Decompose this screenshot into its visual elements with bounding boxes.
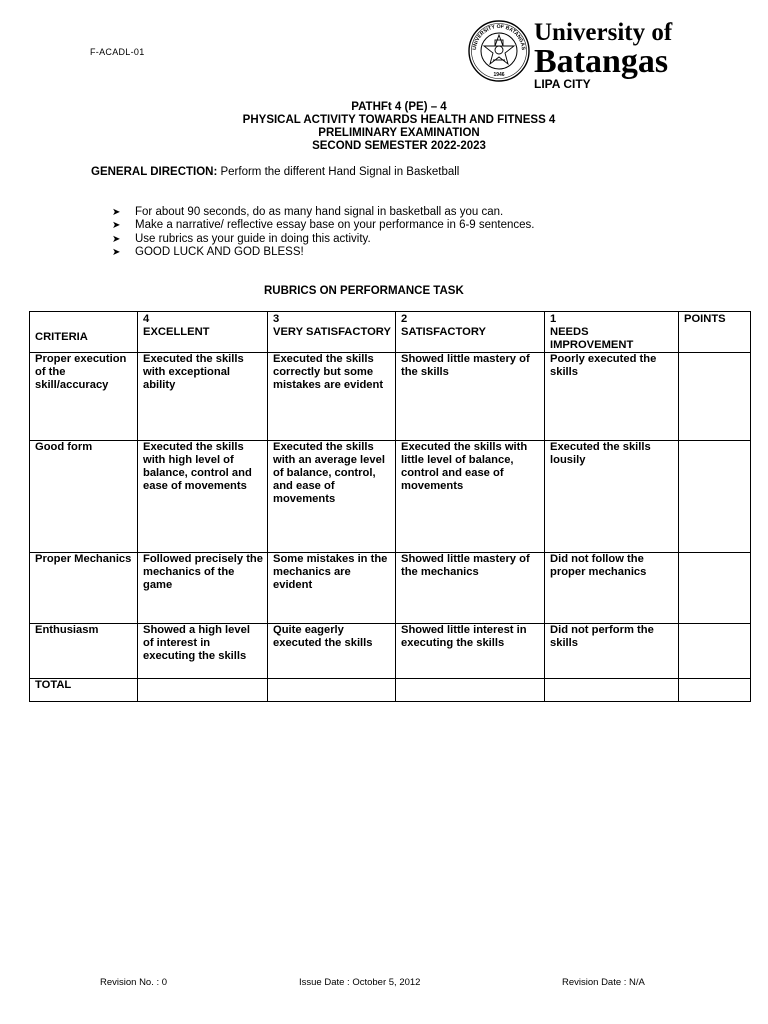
- svg-text:1946: 1946: [493, 72, 505, 78]
- very-satisfactory-cell: Quite eagerly executed the skills: [268, 624, 396, 679]
- satisfactory-cell: Showed little mastery of the skills: [396, 353, 545, 441]
- header-excellent: 4 EXCELLENT: [138, 312, 268, 353]
- satisfactory-cell: Executed the skills with little level of balance, control and ease of movements: [396, 441, 545, 553]
- document-heading: [0, 101, 768, 153]
- very-satisfactory-cell: Some mistakes in the mechanics are evident: [268, 553, 396, 624]
- needs-improvement-cell: Poorly executed the skills: [545, 353, 679, 441]
- arrow-bullet-icon: ➤: [112, 233, 121, 245]
- table-row: [30, 624, 751, 679]
- needs-improvement-cell: Did not perform the skills: [545, 624, 679, 679]
- satisfactory-cell: Showed little mastery of the mechanics: [396, 553, 545, 624]
- total-cell: [545, 679, 679, 702]
- satisfactory-cell: Showed little interest in executing the skills: [396, 624, 545, 679]
- logo-line-university-of: University of: [534, 19, 673, 46]
- instruction-item: ➤ Make a narrative/ reflective essay base on your performance in 6-9 sentences.: [112, 219, 535, 232]
- header-points: POINTS: [679, 312, 751, 353]
- criteria-cell: Proper Mechanics: [30, 553, 138, 624]
- logo-line-lipa-city: LIPA CITY: [534, 77, 591, 91]
- table-row: [30, 553, 751, 624]
- instruction-item: ➤ Use rubrics as your guide in doing this activity.: [112, 232, 371, 245]
- university-logo: [534, 19, 672, 91]
- needs-improvement-cell: Executed the skills lousily: [545, 441, 679, 553]
- university-seal-logo: [468, 20, 530, 82]
- criteria-cell: Proper execution of the skill/accuracy: [30, 353, 138, 441]
- heading-exam-type: PRELIMINARY EXAMINATION: [318, 127, 480, 139]
- total-cell: [138, 679, 268, 702]
- points-cell: [679, 624, 751, 679]
- rubric-table: [29, 311, 751, 702]
- needs-improvement-cell: Did not follow the proper mechanics: [545, 553, 679, 624]
- form-code: F-ACADL-01: [90, 47, 145, 57]
- points-cell: [679, 553, 751, 624]
- very-satisfactory-cell: Executed the skills correctly but some mistakes are evident: [268, 353, 396, 441]
- table-total-row: [30, 679, 751, 702]
- rubric-title: RUBRICS ON PERFORMANCE TASK: [264, 285, 464, 297]
- instruction-item: ➤ For about 90 seconds, do as many hand signal in basketball as you can.: [112, 206, 504, 218]
- header-criteria: CRITERIA: [30, 312, 138, 353]
- excellent-cell: Showed a high level of interest in executing the skills: [138, 624, 268, 679]
- svg-text:UNIVERSITY OF BATANGAS: UNIVERSITY OF BATANGAS: [471, 23, 527, 51]
- very-satisfactory-cell: Executed the skills with an average level of balance, control, and ease of movements: [268, 441, 396, 553]
- footer-revision-number: Revision No. : 0: [100, 977, 168, 988]
- footer-issue-date: Issue Date : October 5, 2012: [299, 977, 421, 988]
- excellent-cell: Executed the skills with exceptional ability: [138, 353, 268, 441]
- heading-semester: SECOND SEMESTER 2022-2023: [312, 140, 486, 152]
- general-direction: [91, 166, 459, 178]
- points-cell: [679, 353, 751, 441]
- total-points-cell: [679, 679, 751, 702]
- arrow-bullet-icon: ➤: [112, 247, 121, 259]
- total-cell: [268, 679, 396, 702]
- header-very-satisfactory: 3 VERY SATISFACTORY: [268, 312, 396, 353]
- heading-course-title: PHYSICAL ACTIVITY TOWARDS HEALTH AND FITNESS 4: [242, 114, 556, 126]
- excellent-cell: Followed precisely the mechanics of the game: [138, 553, 268, 624]
- header-needs-improvement: 1 NEEDS IMPROVEMENT: [545, 312, 679, 353]
- table-row: [30, 353, 751, 441]
- footer-revision-date: Revision Date : N/A: [562, 977, 645, 988]
- total-label-cell: TOTAL: [30, 679, 138, 702]
- instruction-item: ➤ GOOD LUCK AND GOD BLESS!: [112, 246, 304, 259]
- criteria-cell: Good form: [30, 441, 138, 553]
- arrow-bullet-icon: ➤: [112, 207, 121, 218]
- general-direction-label: GENERAL DIRECTION:: [91, 166, 218, 178]
- logo-line-batangas: Batangas: [534, 43, 669, 80]
- heading-course-code: PATHFt 4 (PE) – 4: [351, 101, 447, 113]
- arrow-bullet-icon: ➤: [112, 220, 121, 232]
- instruction-list: [112, 206, 535, 260]
- excellent-cell: Executed the skills with high level of balance, control and ease of movements: [138, 441, 268, 553]
- header-satisfactory: 2 SATISFACTORY: [396, 312, 545, 353]
- criteria-cell: Enthusiasm: [30, 624, 138, 679]
- points-cell: [679, 441, 751, 553]
- total-cell: [396, 679, 545, 702]
- table-header-row: [30, 312, 751, 353]
- table-row: [30, 441, 751, 553]
- general-direction-text: Perform the different Hand Signal in Basketball: [217, 166, 460, 178]
